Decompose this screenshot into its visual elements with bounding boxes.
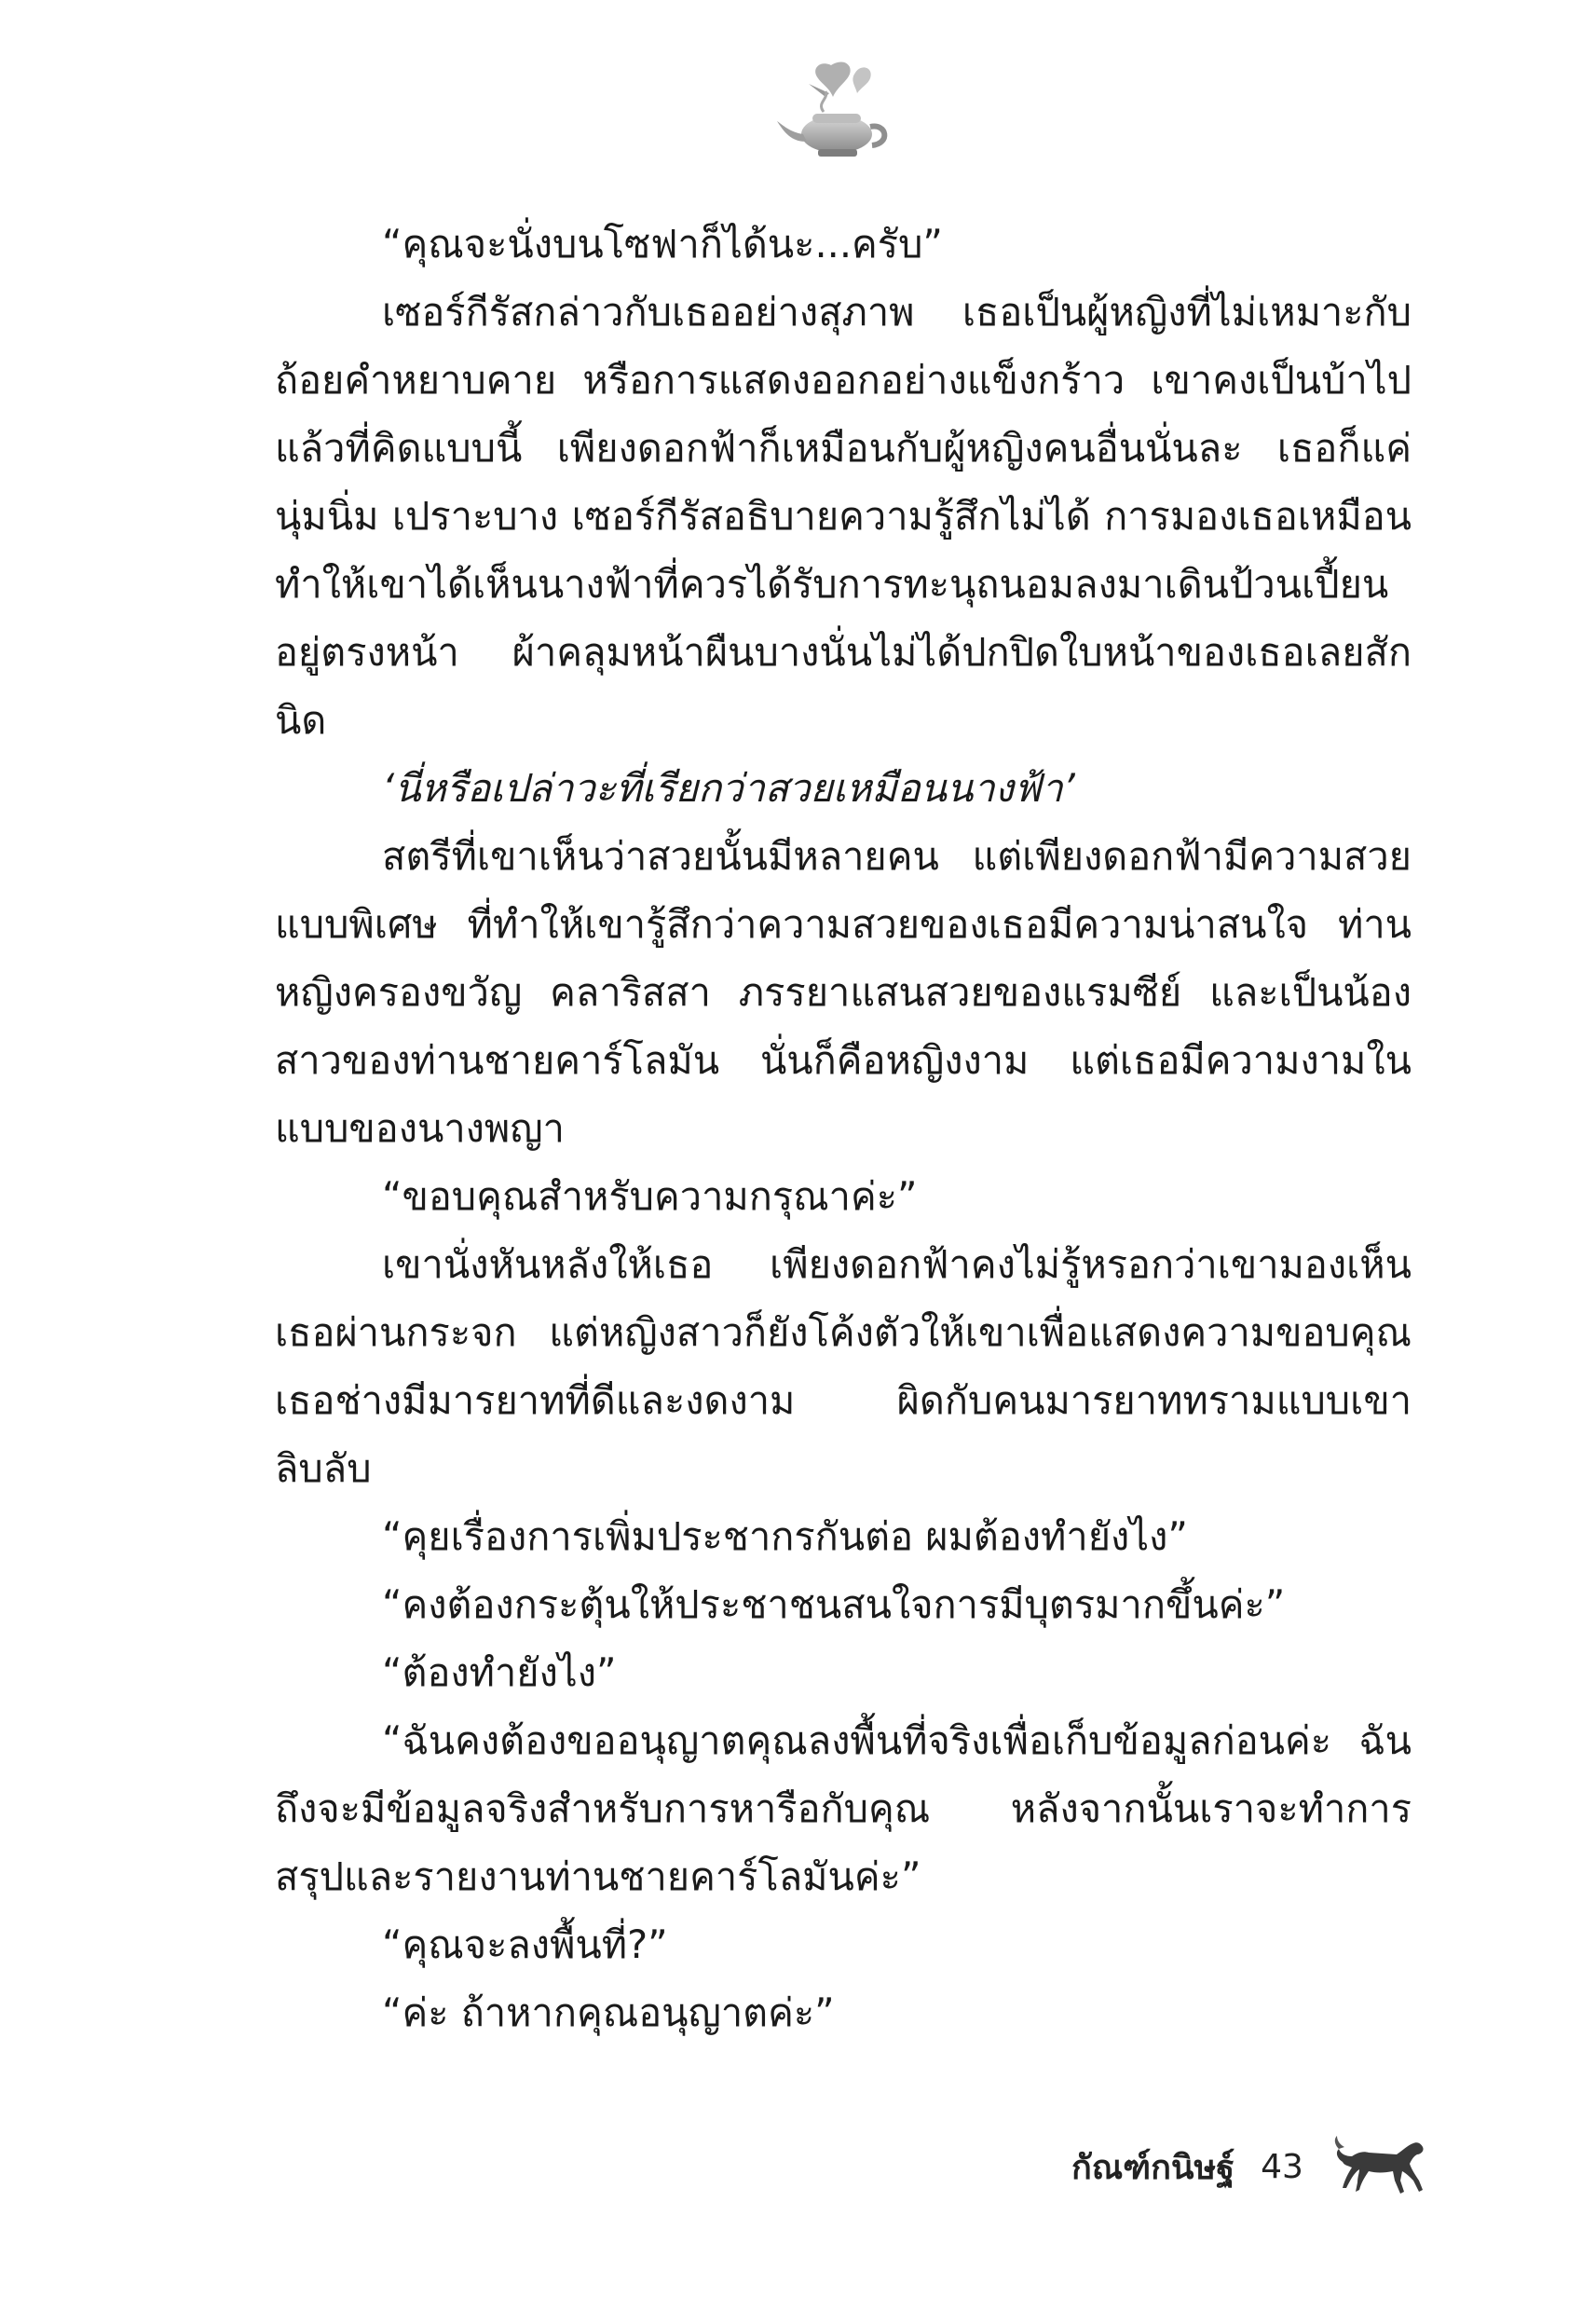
paragraph: “คุณจะนั่งบนโซฟาก็ได้นะ...ครับ” — [382, 221, 943, 267]
paragraph: “ต้องทำยังไง” — [382, 1649, 617, 1695]
paragraph: “คุยเรื่องการเพิ่มประชากรกันต่อ ผมต้องทำยังไง” — [382, 1513, 1188, 1559]
paragraph: “ฉันคงต้องขออนุญาตคุณลงพื้นที่จริงเพื่อเก็บข้อมูลก่อนค่ะ ฉันถึงจะมีข้อมูลจริงสำหรับการหารือกับคุณ หลังจากนั้นเราจะทำการสรุปและรายงานท่านชายคาร์โลมันค่ะ” — [275, 1717, 1412, 1899]
paragraph: “ค่ะ ถ้าหากคุณอนุญาตค่ะ” — [382, 1990, 835, 2035]
teapot-cupid-icon — [764, 56, 904, 168]
paragraph-inner-thought: ‘นี่หรือเปล่าวะที่เรียกว่าสวยเหมือนนางฟ้า’ — [382, 765, 1075, 811]
page-number: 43 — [1261, 2147, 1303, 2186]
paragraph: “คุณจะลงพื้นที่?” — [382, 1921, 668, 1967]
paragraph: สตรีที่เขาเห็นว่าสวยนั้นมีหลายคน แต่เพียงดอกฟ้ามีความสวยแบบพิเศษ ที่ทำให้เขารู้สึกว่าความสวยของเธอมีความน่าสนใจ ท่านหญิงครองขวัญ คลาริสสา ภรรยาแสนสวยของแรมซีย์ และเป็นน้องสาวของท่านชายคาร์โลมัน นั่นก็คือหญิงงาม แต่เธอมีความงามในแบบของนางพญา — [275, 833, 1412, 1151]
paragraph: เขานั่งหันหลังให้เธอ เพียงดอกฟ้าคงไม่รู้หรอกว่าเขามองเห็นเธอผ่านกระจก แต่หญิงสาวก็ยังโค้งตัวให้เขาเพื่อแสดงความขอบคุณ เธอช่างมีมารยาทที่ดีและงดงาม ผิดกับคนมารยาททรามแบบเขาลิบลับ — [275, 1241, 1412, 1491]
paragraph: เซอร์กีรัสกล่าวกับเธออย่างสุภาพ เธอเป็นผู้หญิงที่ไม่เหมาะกับถ้อยคำหยาบคาย หรือการแสดงออกอย่างแข็งกร้าว เขาคงเป็นบ้าไปแล้วที่คิดแบบนี้ เพียงดอกฟ้าก็เหมือนกับผู้หญิงคนอื่นนั่นละ เธอก็แค่นุ่มนิ่ม เปราะบาง เซอร์กีรัสอธิบายความรู้สึกไม่ได้ การมองเธอเหมือนทำให้เขาได้เห็นนางฟ้าที่ควรได้รับการทะนุถนอมลงมาเดินป้วนเปี้ยนอยู่ตรงหน้า ผ้าคลุมหน้าผืนบางนั่นไม่ได้ปกปิดใบหน้าของเธอเลยสักนิด — [275, 289, 1412, 743]
page-footer — [1071, 2134, 1434, 2199]
paragraph: “คงต้องกระตุ้นให้ประชาชนสนใจการมีบุตรมากขึ้นค่ะ” — [382, 1581, 1286, 1627]
paragraph: “ขอบคุณสำหรับความกรุณาค่ะ” — [382, 1173, 918, 1219]
book-title: กัณฑ์กนิษฐ์ — [1071, 2148, 1235, 2187]
body-text — [275, 210, 1412, 2046]
horse-icon — [1331, 2134, 1434, 2199]
